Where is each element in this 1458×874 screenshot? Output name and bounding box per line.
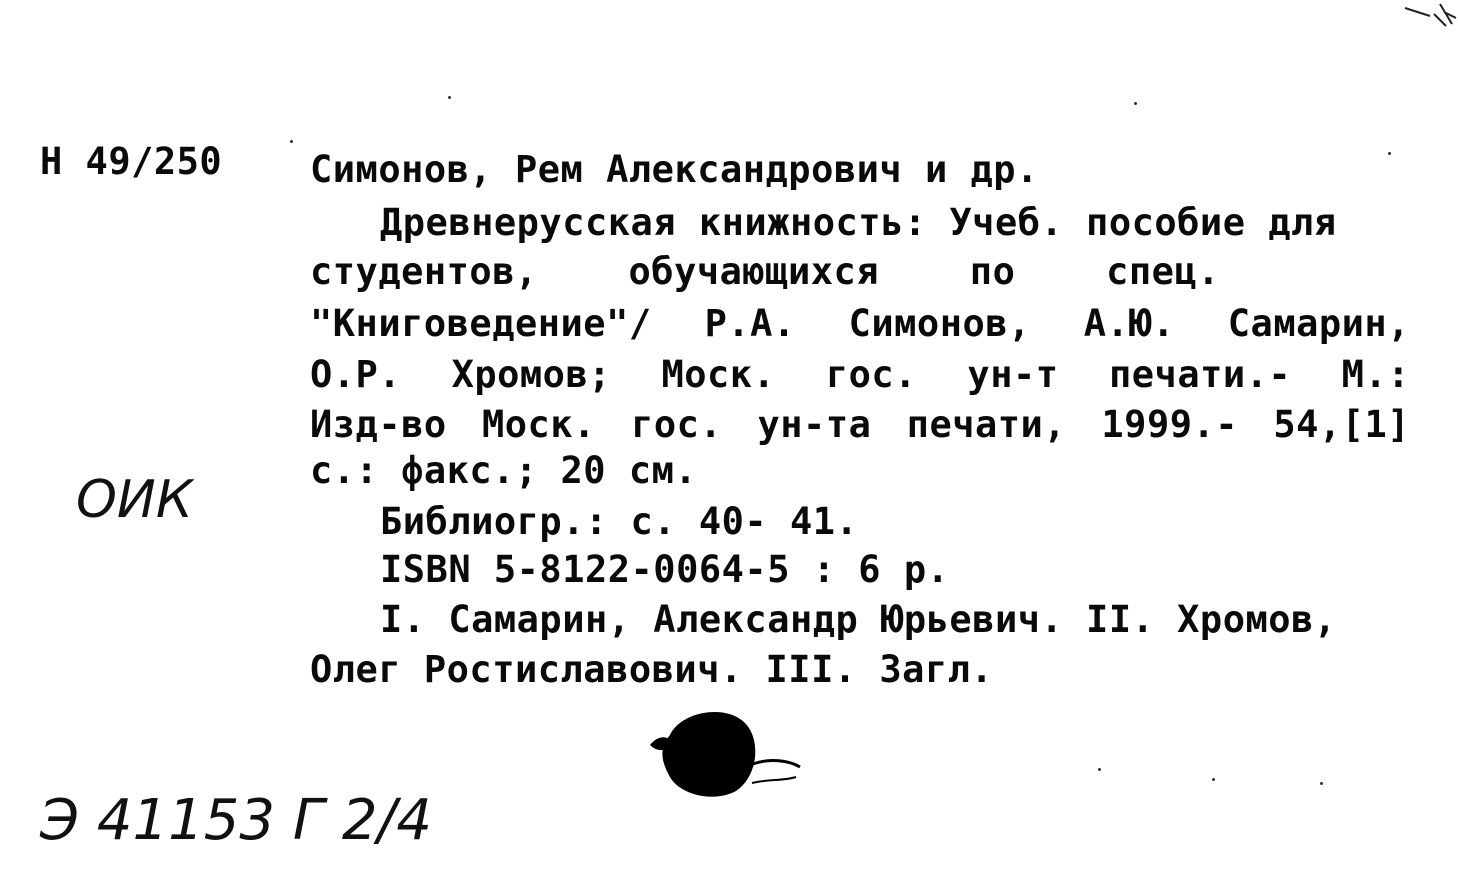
ink-blot [640, 705, 810, 805]
tracings-line: I. Самарин, Александр Юрьевич. II. Хромов, [380, 598, 1337, 641]
isbn-line: ISBN 5-8122-0064-5 : 6 р. [380, 548, 950, 591]
handwritten-inventory: Э 41153 Г 2/4 [40, 788, 432, 853]
speck [1388, 152, 1391, 155]
description-line: "Книговедение"/ Р.А. Симонов, А.Ю. Самарин, [310, 302, 1410, 345]
call-number: Н 49/250 [40, 140, 223, 183]
speck [1134, 102, 1137, 105]
description-line: О.Р. Хромов; Моск. гос. ун-т печати.- М.: [310, 353, 1410, 396]
speck [1098, 768, 1101, 771]
bibliography-note: Библиогр.: с. 40- 41. [380, 500, 859, 543]
description-line: Изд-во Моск. гос. ун-та печати, 1999.- 54,[1] [310, 403, 1410, 446]
speck [1320, 782, 1323, 785]
author-heading: Симонов, Рем Александрович и др. [310, 148, 1039, 191]
corner-scratch [1400, 0, 1458, 40]
speck [448, 96, 451, 99]
tracings-line: Олег Ростиславович. III. Загл. [310, 648, 994, 691]
description-line: с.: факс.; 20 см. [310, 449, 698, 492]
speck [290, 140, 293, 143]
speck [1212, 778, 1215, 781]
description-line: Древнерусская книжность: Учеб. пособие для [380, 201, 1337, 244]
description-line: студентов, обучающихся по спец. [310, 250, 1220, 293]
handwritten-mark: ОИК [76, 470, 193, 530]
